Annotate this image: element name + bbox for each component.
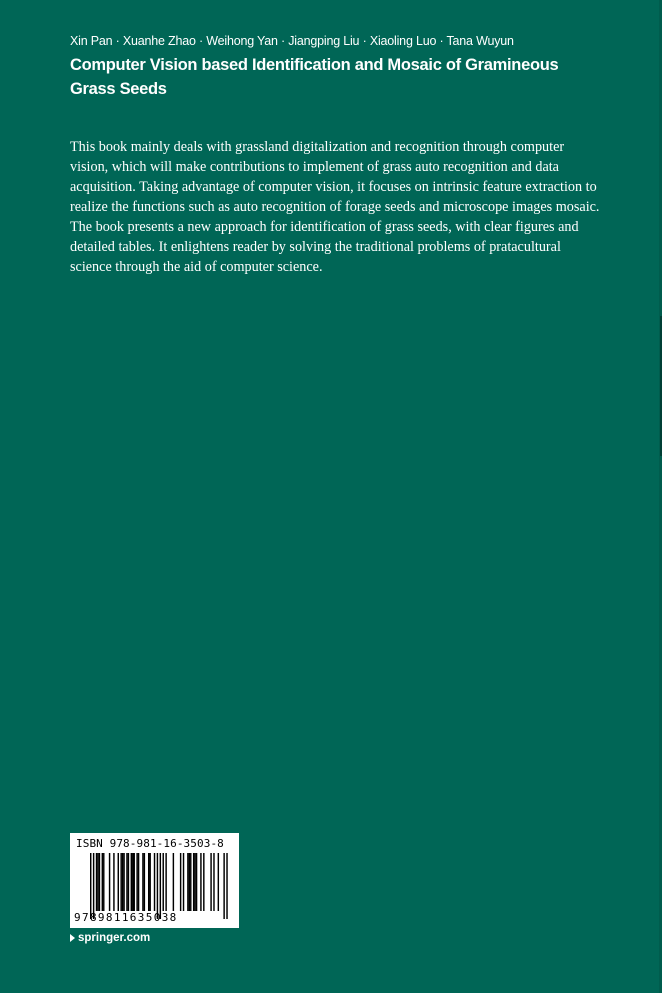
barcode-bar [154,853,155,911]
barcode-bar [226,853,227,919]
barcode-bar [157,853,158,919]
barcode-bar [102,853,103,911]
isbn-label: ISBN 978-981-16-3503-8 [76,837,224,850]
barcode-bar [123,853,124,911]
barcode-bar [132,853,133,911]
barcode-bar [194,853,195,911]
barcode-bar [213,853,214,911]
barcode-bar [90,853,91,919]
barcode-bar [223,853,224,919]
book-description: This book mainly deals with grassland digitalization and recognition through computer vision, which will make contributions to implement of grass auto recognition and data acquisition. Taking advantage of computer vision, it focuses on intrinsic feature extraction to realize the functions such as auto recognition of forage seeds and microscope images mosaic. The book presents a new approach for identification of grass seeds, with clear figures and detailed tables. It enlightens reader by solving the traditional problems of pratacultural science through the aid of computer science. [70,139,600,275]
barcode-bar [122,853,123,911]
isbn-barcode [70,833,239,928]
barcode-bar [142,853,143,911]
barcode-bar [144,853,145,911]
barcode-bar [120,853,121,911]
barcode-bar [180,853,181,911]
barcode-bar [165,853,166,911]
barcode-bar [189,853,190,911]
barcode-bar [148,853,149,911]
barcode-bar [196,853,197,911]
barcode-bar [173,853,174,911]
arrow-right-icon [70,934,75,942]
springer-link-text: springer.com [78,932,151,944]
book-title: Computer Vision based Identification and Mosaic of Gramineous Grass Seeds [70,56,559,98]
barcode-bar [203,853,204,911]
barcode-bar [149,853,150,911]
barcode-bar [163,853,164,911]
barcode-digits: 9789811635038 [74,911,178,924]
barcode-bar [138,853,139,911]
barcode-bar [160,853,161,919]
barcode-bar [193,853,194,911]
springer-link[interactable] [70,932,150,944]
barcode-bar [136,853,137,911]
barcode-bar [218,853,219,911]
barcode-bar [96,853,97,911]
author-list: Xin Pan · Xuanhe Zhao · Weihong Yan · Jiangping Liu · Xiaoling Luo · Tana Wuyun [70,34,514,48]
barcode-bar [128,853,129,911]
barcode-bar [190,853,191,911]
barcode-bar [126,853,127,911]
barcode-bar [210,853,211,911]
barcode-bar [103,853,104,911]
barcode-bar [109,853,110,911]
barcode-bar [99,853,100,911]
barcode-bar [113,853,114,911]
barcode-bar [97,853,98,911]
barcode-bar [134,853,135,911]
barcode-bar [118,853,119,911]
barcode-bar [183,853,184,911]
barcode-bar [131,853,132,911]
barcode-bar [200,853,201,911]
barcode-bar [93,853,94,919]
barcode-bar [187,853,188,911]
